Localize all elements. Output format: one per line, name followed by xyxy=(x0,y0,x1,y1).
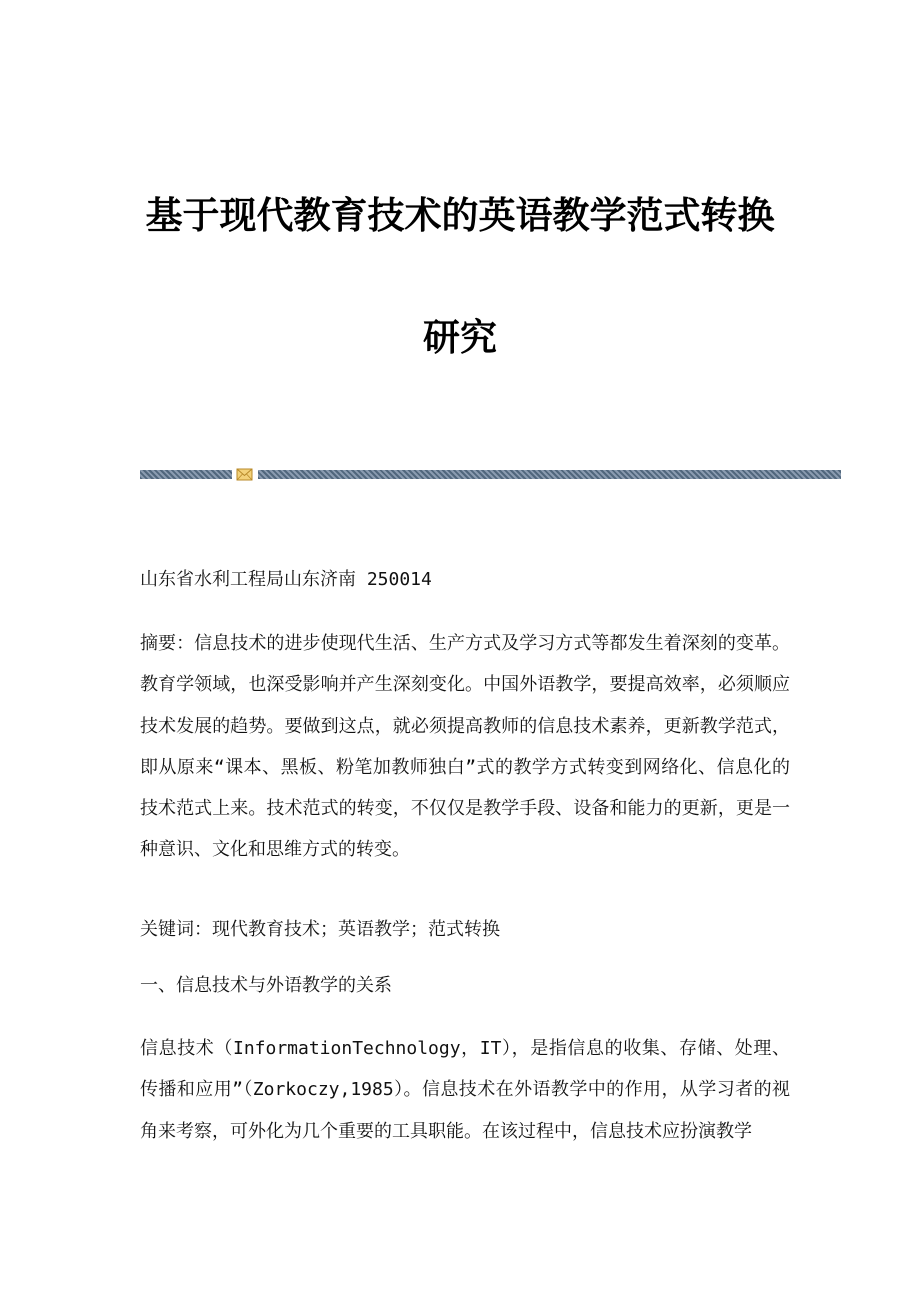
abstract-paragraph: 摘要：信息技术的进步使现代生活、生产方式及学习方式等都发生着深刻的变革。教育学领域，也深受影响并产生深刻变化。中国外语教学，要提高效率，必须顺应技术发展的趋势。要做到这点，就必须提高教师的信息技术素养，更新教学范式，即从原来“课本、黑板、粉笔加教师独白”式的教学方式转变到网络化、信息化的技术范式上来。技术范式的转变，不仅仅是教学手段、设备和能力的更新，更是一种意识、文化和思维方式的转变。 xyxy=(140,633,790,861)
envelope-icon xyxy=(236,467,253,482)
title-divider-right xyxy=(258,470,841,479)
document-title-line-2: 研究 xyxy=(423,315,497,359)
author-affiliation: 山东省水利工程局山东济南 250014 xyxy=(140,569,432,590)
body-paragraph: 信息技术（InformationTechnology，IT），是指信息的收集、存储、处理、传播和应用”（Zorkoczy,1985）。信息技术在外语教学中的作用，从学习者的视角来考察，可外化为几个重要的工具职能。在该过程中，信息技术应扮演教学 xyxy=(140,1038,790,1142)
title-divider-left xyxy=(140,470,232,479)
keywords-line: 关键词：现代教育技术；英语教学；范式转换 xyxy=(140,919,500,940)
section-heading: 一、信息技术与外语教学的关系 xyxy=(140,975,392,996)
document-title-line-1: 基于现代教育技术的英语教学范式转换 xyxy=(145,193,775,237)
